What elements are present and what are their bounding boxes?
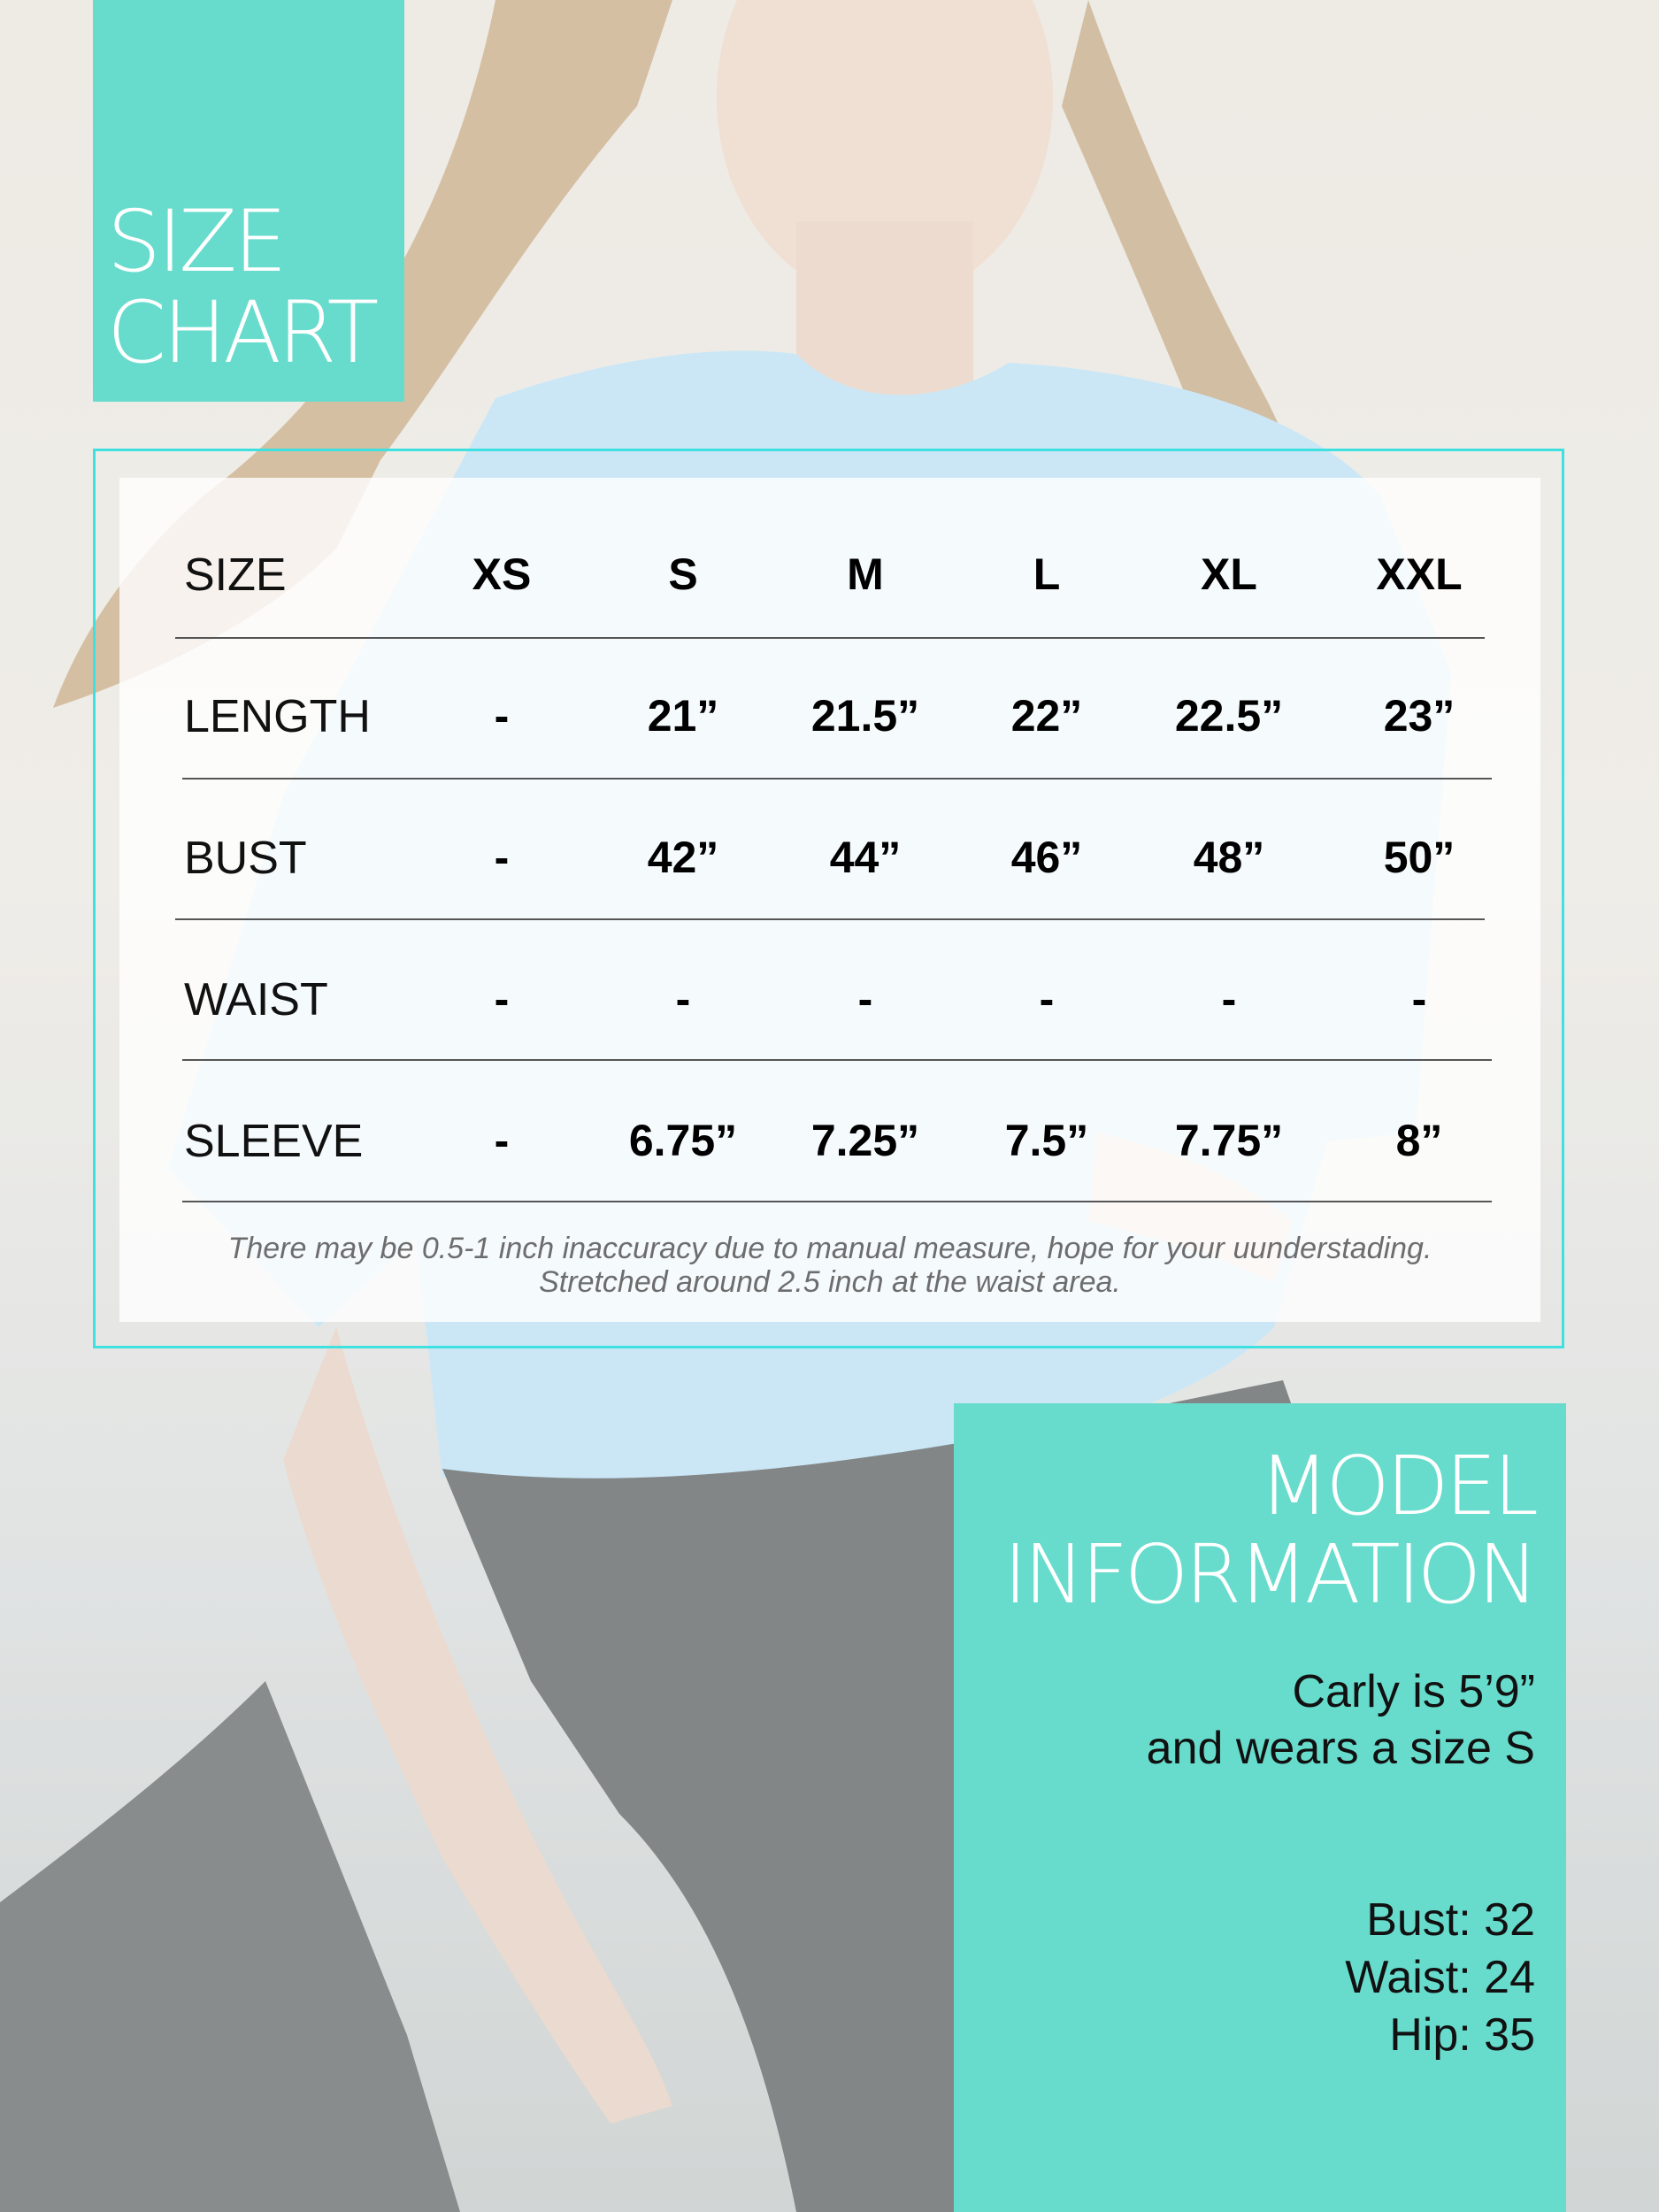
model-height: Carly is 5’9” bbox=[1292, 1666, 1535, 1717]
cell-length-xl: 22.5” bbox=[1174, 691, 1284, 741]
cell-sleeve-xl: 7.75” bbox=[1174, 1116, 1284, 1165]
cell-bust-s: 42” bbox=[647, 833, 719, 882]
cell-sleeve-m: 7.25” bbox=[810, 1116, 920, 1165]
model-info-box bbox=[954, 1403, 1566, 2212]
cell-sleeve-xs: - bbox=[494, 1116, 510, 1165]
cell-bust-xs: - bbox=[494, 833, 510, 882]
cell-bust-m: 44” bbox=[829, 833, 902, 882]
row-divider bbox=[175, 637, 1485, 639]
stretch-note: Stretched around 2.5 inch at the waist area. bbox=[539, 1265, 1121, 1299]
model-hip: Hip: 35 bbox=[1389, 2009, 1535, 2061]
model-size: and wears a size S bbox=[1146, 1723, 1535, 1774]
cell-waist-l: - bbox=[1039, 974, 1055, 1024]
column-header-l: L bbox=[1033, 549, 1061, 599]
cell-waist-xl: - bbox=[1221, 974, 1237, 1024]
model-title-line-2: INFORMATION bbox=[1003, 1527, 1535, 1622]
row-label-length: LENGTH bbox=[184, 691, 371, 742]
cell-sleeve-xxl: 8” bbox=[1395, 1116, 1443, 1165]
size-chart-badge bbox=[93, 0, 404, 402]
cell-waist-xxl: - bbox=[1411, 974, 1427, 1024]
cell-waist-xs: - bbox=[494, 974, 510, 1024]
chart-panel bbox=[119, 478, 1540, 1322]
column-header-m: M bbox=[847, 549, 884, 599]
title-line-2: CHART bbox=[107, 283, 376, 382]
cell-sleeve-l: 7.5” bbox=[1004, 1116, 1089, 1165]
cell-length-m: 21.5” bbox=[810, 691, 920, 741]
cell-waist-m: - bbox=[857, 974, 873, 1024]
row-divider bbox=[182, 1201, 1492, 1202]
column-header-s: S bbox=[668, 549, 698, 599]
model-waist: Waist: 24 bbox=[1345, 1952, 1535, 2003]
model-bust: Bust: 32 bbox=[1366, 1894, 1535, 1946]
cell-bust-xl: 48” bbox=[1193, 833, 1265, 882]
column-header-xxl: XXL bbox=[1376, 549, 1463, 599]
row-divider bbox=[182, 778, 1492, 780]
cell-length-l: 22” bbox=[1010, 691, 1083, 741]
cell-bust-l: 46” bbox=[1010, 833, 1083, 882]
row-label-bust: BUST bbox=[184, 833, 307, 884]
title-line-1: SIZE bbox=[107, 192, 284, 291]
cell-bust-xxl: 50” bbox=[1383, 833, 1455, 882]
row-divider bbox=[175, 918, 1485, 920]
row-divider bbox=[182, 1059, 1492, 1061]
column-header-xl: XL bbox=[1201, 549, 1257, 599]
column-header-xs: XS bbox=[472, 549, 532, 599]
row-label-sleeve: SLEEVE bbox=[184, 1116, 364, 1167]
cell-length-xxl: 23” bbox=[1383, 691, 1455, 741]
cell-length-xs: - bbox=[494, 691, 510, 741]
column-header-size: SIZE bbox=[184, 549, 287, 601]
cell-waist-s: - bbox=[675, 974, 691, 1024]
model-title-line-1: MODEL bbox=[1258, 1439, 1535, 1533]
row-label-waist: WAIST bbox=[184, 974, 328, 1025]
accuracy-note: There may be 0.5-1 inch inaccuracy due to manual measure, hope for your uunderstading. bbox=[227, 1232, 1432, 1265]
cell-sleeve-s: 6.75” bbox=[628, 1116, 738, 1165]
cell-length-s: 21” bbox=[647, 691, 719, 741]
